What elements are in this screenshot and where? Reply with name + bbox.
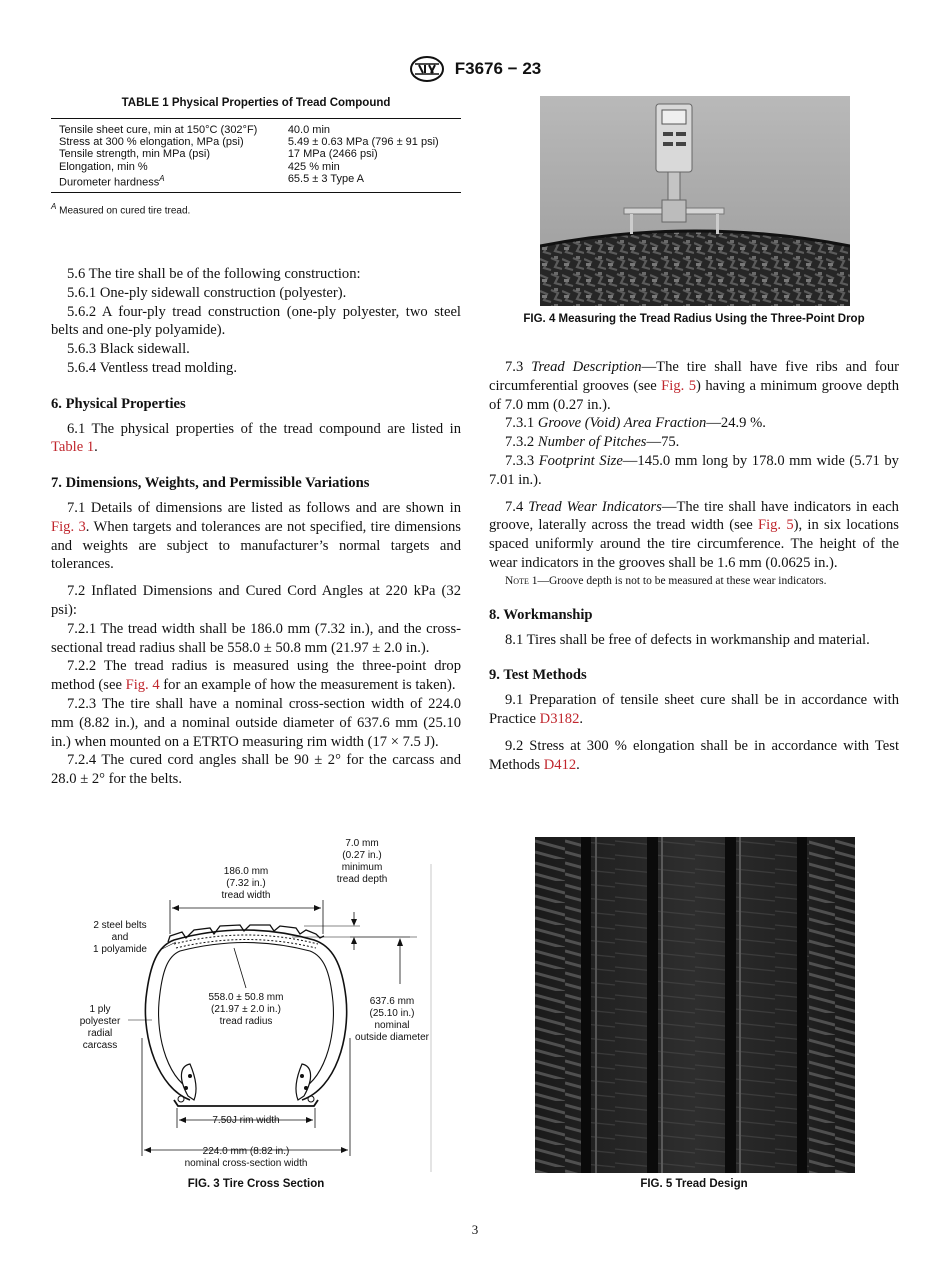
text: ) having a minimum groove depth of 7.0 mm (0.27 in.). [489,377,899,413]
footnote-marker: A [159,173,165,183]
text: —24.9 %. [706,415,766,432]
page-number: 3 [471,1222,479,1237]
paragraph-6-1 [51,420,461,458]
footnote-text: Measured on cured tire tread. [56,205,191,217]
text: for an example of how the measurement is taken). [159,677,456,694]
text: 7.4 [505,498,529,515]
paragraph-5-6-4: 5.6.4 Ventless tread molding. [67,360,237,377]
table1-footnote [51,198,461,221]
tread-design-photo [535,837,855,1173]
text: —75. [646,434,680,451]
paragraph-7-2: 7.2 Inflated Dimensions and Cured Cord Angles at 220 kPa (32 psi): [51,583,461,619]
d412-link[interactable]: D412 [543,756,577,773]
term: Number of Pitches [537,434,647,451]
text: 6.1 The physical properties of the tread compound are listed in [67,420,461,437]
paragraph-5-6-3: 5.6.3 Black sidewall. [67,341,190,358]
fig5-photo [535,837,855,1173]
fig3-label: tread depth [336,874,388,885]
right-column [489,358,899,774]
paragraph-9-2 [489,737,899,775]
text: 9.1 Preparation of tensile sheet cure shall be in accordance with Practice [489,692,899,727]
paragraph-5-6-2: 5.6.2 A four-ply tread construction (one-ply polyester, two steel belts and one-ply polyamide). [51,303,461,339]
fig3-label: 1 ply [89,1004,111,1015]
table-cell: 5.49 ± 0.63 MPa (796 ± 91 psi) [287,136,439,149]
paragraph-7-1 [51,499,461,574]
table-row [51,136,461,148]
note-text: 1—Groove depth is not to be measured at these wear indicators. [528,574,827,587]
table-row [51,148,461,160]
paragraph-7-3-2 [489,433,899,452]
term: Footprint Size [538,452,623,469]
section-heading-8: 8. Workmanship [489,606,593,623]
fig3-label: (0.27 in.) [342,850,382,861]
fig3-label: 558.0 ± 50.8 mm [208,992,284,1003]
fig3-label: (25.10 in.) [369,1008,415,1019]
text: —The tire shall have indicators in each groove, laterally across the tread width (see [489,498,899,534]
term: Tread Description [531,359,642,375]
fig3-label: 224.0 mm (8.82 in.) [202,1146,290,1157]
paragraph-7-2-3: 7.2.3 The tire shall have a nominal cross-section width of 224.0 mm (8.82 in.), and a nominal outside diameter of 637.6 mm (25.10 in.) when mounted on a ETRTO measuring rim width (17 × 7.5 J). [51,696,461,750]
text: 7.3 [505,359,532,375]
fig4-photo [540,96,850,306]
paragraph-9-1 [489,691,899,729]
fig3-label: minimum [341,862,383,873]
fig3-label: carcass [82,1040,118,1051]
text: 7.3.3 [505,452,539,469]
text: ), in six locations spaced uniformly around the tire circumference. The height of the wear indicators in the grooves shall be 1.6 mm (0.0625 in.). [489,517,899,571]
table1-title: TABLE 1 Physical Properties of Tread Compound [121,97,391,109]
table-row [51,173,461,192]
fig3-label: tread width [221,890,271,901]
section-heading-6: 6. Physical Properties [51,395,186,412]
fig3-link[interactable]: Fig. 3 [51,518,86,535]
paragraph-7-3-1 [489,414,899,433]
paragraph-7-2-1: 7.2.1 The tread width shall be 186.0 mm (7.32 in.), and the cross-sectional tread radius shall be 558.0 ± 50.8 mm (21.97 ± 2.0 in.). [51,620,461,656]
fig3-label: 637.6 mm [369,996,415,1007]
text: . [94,439,98,456]
table-cell: Tensile strength, min MPa (psi) [59,148,210,161]
fig3-label: 7.0 mm [345,838,379,849]
note-label: Note [505,574,529,587]
paragraph-7-4 [489,498,899,573]
table-cell: Tensile sheet cure, min at 150°C (302°F) [59,123,258,136]
fig3-label: 1 polyamide [93,944,147,955]
section-heading-9: 9. Test Methods [489,667,587,684]
fig3-label: (21.97 ± 2.0 in.) [211,1004,281,1015]
paragraph-8-1: 8.1 Tires shall be free of defects in workmanship and material. [505,631,870,648]
text: —The tire shall have five ribs and four circumferential grooves (see [489,359,900,394]
table1-link[interactable]: Table 1 [51,439,95,456]
fig3-label: (7.32 in.) [226,878,266,889]
text: 7.1 Details of dimensions are listed as follows and are shown in [67,500,461,517]
section-heading-7: 7. Dimensions, Weights, and Permissible Variations [51,475,370,492]
paragraph-7-3 [489,358,899,414]
text: 7.2.2 The tread radius is measured using the three-point drop method (see [51,658,461,694]
fig4-caption: FIG. 4 Measuring the Tread Radius Using the Three-Point Drop [523,313,865,325]
paragraph-7-3-3 [489,452,899,490]
text: . [576,756,580,773]
table-row [51,118,461,136]
fig3-caption: FIG. 3 Tire Cross Section [187,1178,325,1190]
fig3-label: polyester [79,1016,121,1027]
d3182-link[interactable]: D3182 [539,710,580,727]
text: 7.3.2 [505,434,538,451]
fig3-label: nominal cross-section width [184,1158,308,1169]
paragraph-5-6-1: 5.6.1 One-ply sidewall construction (polyester). [67,284,347,301]
tire-cross-section-diagram [70,838,450,1174]
paragraph-7-2-4: 7.2.4 The cured cord angles shall be 90 ± 2° for the carcass and 28.0 ± 2° for the belts. [51,752,461,788]
text: 9.2 Stress at 300 % elongation shall be in accordance with Test Methods [489,737,899,773]
table-cell: 65.5 ± 3 Type A [287,172,364,185]
fig3-label: and [111,932,129,943]
fig3-label: 2 steel belts [93,920,147,931]
table1 [51,118,461,193]
paragraph-7-2-2 [51,657,461,695]
fig5-link[interactable]: Fig. 5 [661,377,697,394]
table-cell: 425 % min [287,160,340,173]
fig3-diagram [70,838,450,1174]
note-1 [489,573,899,589]
tread-radius-gauge-photo [540,96,850,306]
paragraph-5-6: 5.6 The tire shall be of the following construction: [67,266,361,283]
fig5-caption: FIG. 5 Tread Design [640,1178,748,1190]
text: . When targets and tolerances are not specified, tire dimensions and weights are subject to manufacturer’s normal targets and tolerances. [51,518,461,573]
term: Groove (Void) Area Fraction [537,415,707,432]
left-column [51,94,461,789]
footnote-marker: A [51,201,57,211]
fig3-label: 7.50J rim width [212,1115,280,1126]
astm-logo-icon [409,56,445,82]
text: —145.0 mm long by 178.0 mm wide (5.71 by 7.01 in.). [489,452,899,488]
text: 7.3.1 [505,415,538,432]
table-cell [51,173,288,192]
fig4-link[interactable]: Fig. 4 [125,677,160,694]
table-cell: Elongation, min % [59,160,148,173]
fig5-link[interactable]: Fig. 5 [757,517,794,534]
document-code: F3676 − 23 [454,59,542,78]
fig3-label: outside diameter [355,1032,429,1043]
page-header [0,56,950,82]
table-row [51,161,461,173]
table-cell: 17 MPa (2466 psi) [287,148,378,161]
fig3-label: 186.0 mm [223,866,269,877]
fig3-label: nominal [374,1020,410,1031]
text: . [579,710,584,727]
table-cell: 40.0 min [287,123,331,136]
fig3-label: radial [87,1028,113,1039]
table-cell-text: Durometer hardness [59,176,160,189]
table-cell: Stress at 300 % elongation, MPa (psi) [59,136,244,149]
fig3-label: tread radius [219,1016,273,1027]
term: Tread Wear Indicators [528,498,662,515]
